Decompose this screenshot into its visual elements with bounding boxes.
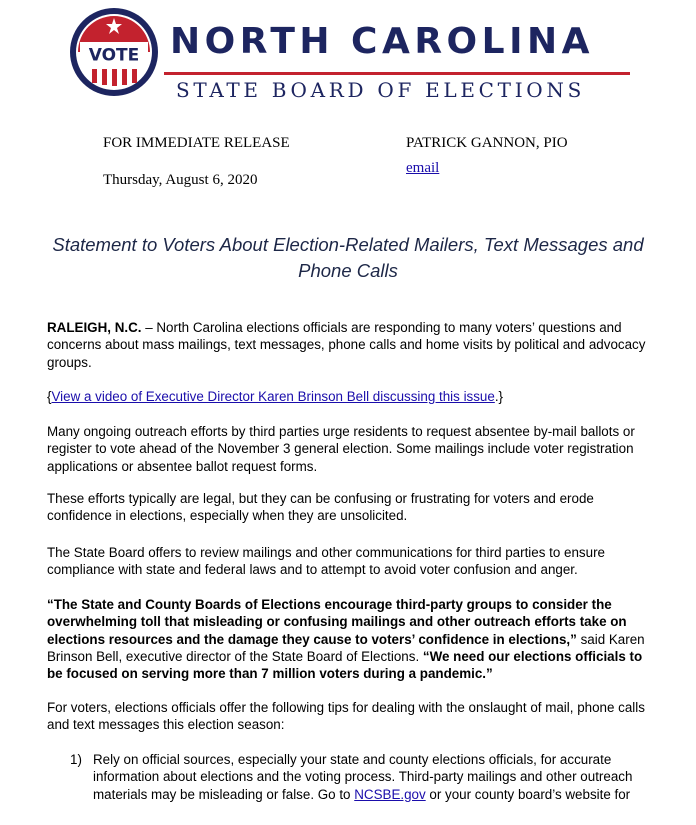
quote-part1: “The State and County Boards of Elections encourage third-party groups to consider the overwhelming toll that misleading or confusing mailings and other outreach efforts take on elections resources and the damage they cause to voters’ confidence in elections,” — [47, 597, 627, 647]
release-label: FOR IMMEDIATE RELEASE — [103, 135, 290, 151]
org-name-line1: NORTH CAROLINA — [170, 21, 594, 62]
tip-text-before: Rely on official sources, especially your state and county elections officials, for accurate information about elections and the voting process. Third-party mailings and other outreach materials may be misleading or false. Go to — [93, 752, 633, 802]
dateline: RALEIGH, N.C. — [47, 320, 142, 335]
tip-text-after: or your county board’s website for — [425, 786, 631, 802]
video-brace-open: { — [47, 389, 52, 404]
ncsbe-link[interactable]: NCSBE.gov — [354, 786, 426, 802]
release-date: Thursday, August 6, 2020 — [103, 172, 258, 188]
paragraph-legal: These efforts typically are legal, but they can be confusing or frustrating for voters and erode confidence in elections, especially when they are unsolicited. — [47, 491, 594, 524]
email-link[interactable]: email — [406, 160, 440, 176]
header-divider — [164, 72, 630, 75]
paragraph-review: The State Board offers to review mailings and other communications for third parties to ensure compliance with state and federal laws and to attempt to avoid voter confusion and anger. — [47, 545, 605, 578]
headline: Statement to Voters About Election-Related Mailers, Text Messages and Phone Calls — [52, 234, 644, 281]
paragraph-outreach: Many ongoing outreach efforts by third parties urge residents to request absentee by-mail ballots or register to vote ahead of the November 3 general election. Some mailings include voter registration applications or absentee ballot request forms. — [47, 424, 635, 474]
paragraph-intro — [47, 319, 659, 371]
vote-seal-logo — [68, 6, 160, 98]
intro-text: – North Carolina elections officials are responding to many voters’ questions and concerns about mass mailings, text messages, phone calls and home visits by political and advocacy groups. — [47, 320, 646, 370]
paragraph-quote — [47, 596, 659, 682]
list-item-text — [93, 751, 653, 803]
quote-attribution: said Karen Brinson Bell, executive director of the State Board of Elections. — [47, 631, 645, 664]
paragraph-tips-intro: For voters, elections officials offer the following tips for dealing with the onslaught of mail, phone calls and text messages this election season: — [47, 700, 645, 733]
quote-part2: “We need our elections officials to be focused on serving more than 7 million voters during a pandemic.” — [47, 648, 643, 682]
paragraph-video — [47, 388, 659, 405]
video-link[interactable]: View a video of Executive Director Karen Brinson Bell discussing this issue — [51, 389, 495, 404]
video-brace-close: .} — [494, 389, 504, 404]
org-name-line2: STATE BOARD OF ELECTIONS — [176, 78, 586, 102]
list-item-number: 1) — [70, 752, 82, 767]
contact-name: PATRICK GANNON, PIO — [406, 135, 568, 151]
seal-vote-text: VOTE — [88, 45, 140, 66]
letterhead — [68, 6, 638, 106]
